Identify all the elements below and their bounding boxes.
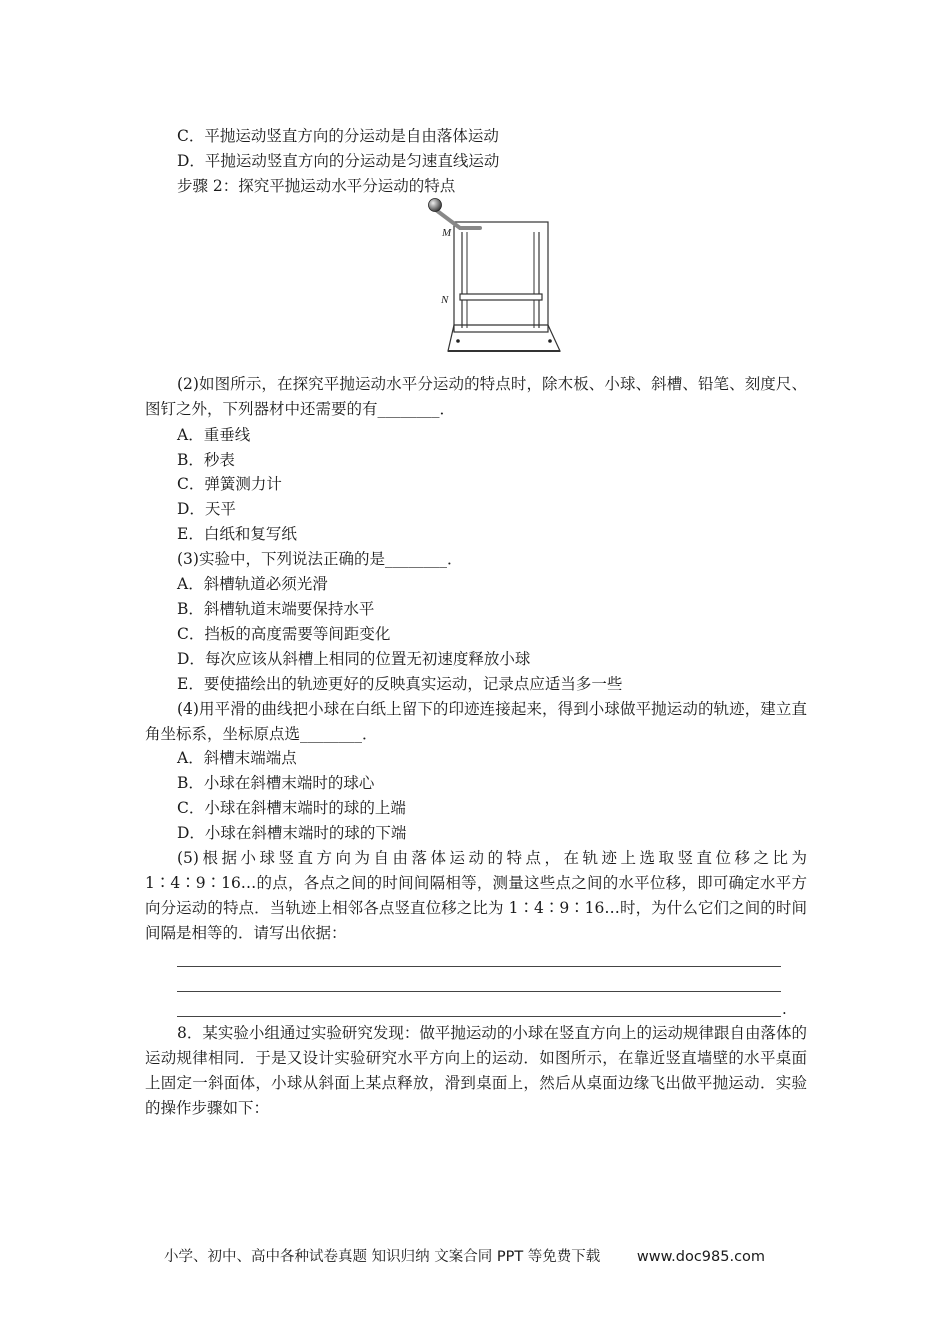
step2-title: 步骤 2：探究平抛运动水平分运动的特点 xyxy=(177,177,456,195)
question-5: (5)根据小球竖直方向为自由落体运动的特点，在轨迹上选取竖直位移之比为 1∶4∶9∶16…的点，各点之间的时间间隔相等，测量这些点之间的水平位移，即可确定水平方向分运动的特点．当轨迹上相邻各点竖直位移之比为 1∶4∶9∶16…时，为什么它们之间的时间间隔是相等的．请写出依据： xyxy=(145,849,807,942)
label-n: N xyxy=(441,294,449,306)
base-platform xyxy=(448,325,560,351)
question-8: 8．某实验小组通过实验研究发现：做平抛运动的小球在竖直方向上的运动规律跟自由落体的运动规律相同．于是又设计实验研究水平方向上的运动．如图所示，在靠近竖直墙壁的水平桌面上固定一斜面体，小球从斜面上某点释放，滑到桌面上，然后从桌面边缘飞出做平抛运动．实验的操作步骤如下： xyxy=(145,1024,807,1117)
footer-url[interactable]: www.doc985.com xyxy=(636,1249,766,1265)
q2-option: D．天平 xyxy=(177,500,236,518)
q4-option: B．小球在斜槽末端时的球心 xyxy=(177,774,375,792)
question-2: (2)如图所示，在探究平抛运动水平分运动的特点时，除木板、小球、斜槽、铅笔、刻度尺、图钉之外，下列器材中还需要的有________． xyxy=(145,375,807,418)
answer-line xyxy=(177,991,781,992)
q3-option: A．斜槽轨道必须光滑 xyxy=(177,575,328,593)
q4-option: D．小球在斜槽末端时的球的下端 xyxy=(177,824,407,842)
q2-option: E．白纸和复写纸 xyxy=(177,525,297,543)
option-d-step1: D．平抛运动竖直方向的分运动是匀速直线运动 xyxy=(177,152,500,170)
q3-option: B．斜槽轨道末端要保持水平 xyxy=(177,600,375,618)
q3-option: C．挡板的高度需要等间距变化 xyxy=(177,625,391,643)
q4-option: C．小球在斜槽末端时的球的上端 xyxy=(177,799,406,817)
q4-option: A．斜槽末端端点 xyxy=(177,749,297,767)
answer-line xyxy=(177,966,781,967)
apparatus-figure xyxy=(420,195,570,355)
answer-end-period: . xyxy=(782,1000,787,1018)
q2-option: C．弹簧测力计 xyxy=(177,475,282,493)
question-3: (3)实验中，下列说法正确的是________． xyxy=(177,550,463,568)
label-m: M xyxy=(442,227,452,239)
footer xyxy=(164,1245,765,1266)
answer-line xyxy=(177,1016,781,1017)
q2-option: B．秒表 xyxy=(177,451,235,469)
baffle-plate xyxy=(460,294,542,300)
q3-option: E．要使描绘出的轨迹更好的反映真实运动，记录点应适当多一些 xyxy=(177,675,623,693)
ball xyxy=(429,199,442,212)
footer-text: 小学、初中、高中各种试卷真题 知识归纳 文案合同 PPT 等免费下载 xyxy=(164,1249,601,1265)
question-4: (4)用平滑的曲线把小球在白纸上留下的印迹连接起来，得到小球做平抛运动的轨迹，建立直角坐标系，坐标原点选________． xyxy=(145,700,807,743)
q3-option: D．每次应该从斜槽上相同的位置无初速度释放小球 xyxy=(177,650,531,668)
option-c-step1: C．平抛运动竖直方向的分运动是自由落体运动 xyxy=(177,127,499,145)
q2-option: A．重垂线 xyxy=(177,426,251,444)
